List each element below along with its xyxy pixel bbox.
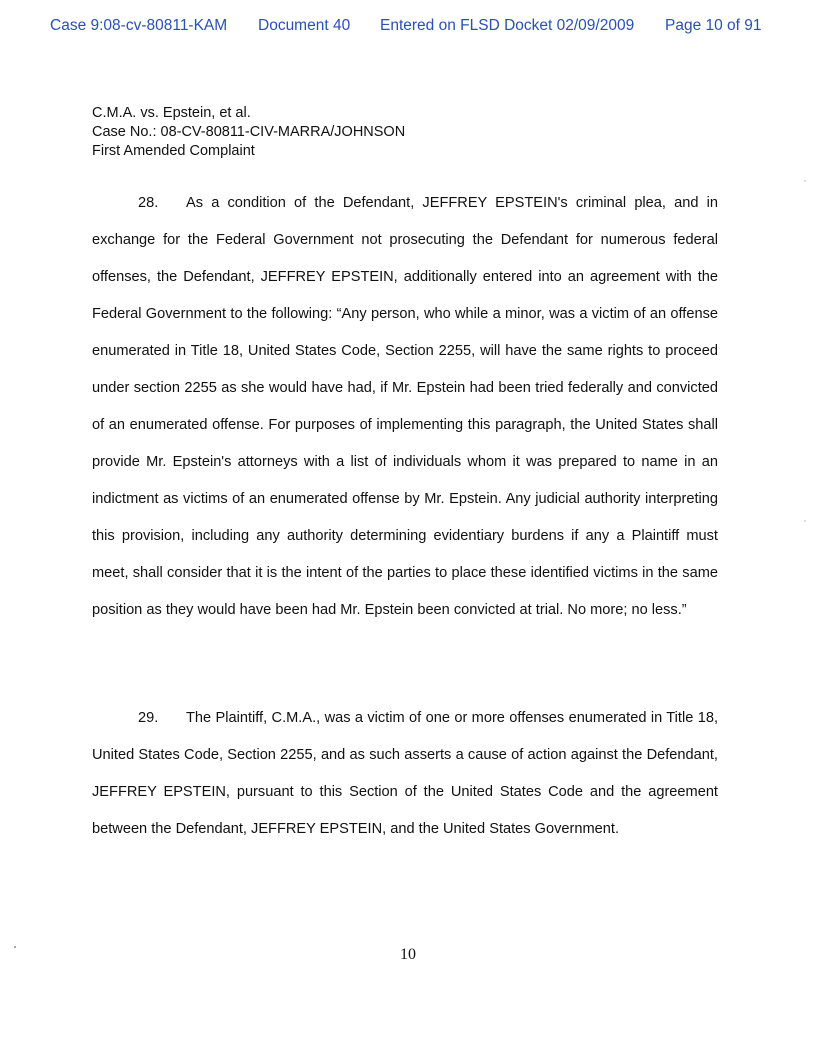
paragraph-text: As a condition of the Defendant, JEFFREY EPSTEIN's criminal plea, and in exchange for the Federal Government not prosecuting the Defendant for numerous federal offenses, the Defendant, JEFFREY EPSTEIN, additionally entered into an agreement with the Federal Government to the following: “Any person, who while a minor, was a victim of an offense enumerated in Title 18, United States Code, Section 2255, will have the same rights to proceed under section 2255 as she would have had, if Mr. Epstein had been tried federally and convicted of an enumerated offense. For purposes of implementing this paragraph, the United States shall provide Mr. Epstein's attorneys with a list of individuals whom it was prepared to name in an indictment as victims of an enumerated offense by Mr. Epstein. Any judicial authority interpreting this provision, including any authority determining evidentiary burdens if any a Plaintiff must meet, shall consider that it is the intent of the parties to place these identified victims in the same position as they would have been had Mr. Epstein been convicted at trial. No more; no less.” xyxy=(92,195,718,618)
header-case-number: Case 9:08-cv-80811-KAM xyxy=(50,17,228,34)
scan-artifact xyxy=(804,180,806,182)
caption-document-title: First Amended Complaint xyxy=(92,143,255,159)
paragraph-body xyxy=(92,700,718,848)
paragraph-number: 28. xyxy=(138,195,159,211)
header-entered-date: Entered on FLSD Docket 02/09/2009 xyxy=(380,17,635,34)
scan-artifact xyxy=(804,520,806,522)
paragraph-29 xyxy=(92,700,718,848)
caption-parties: C.M.A. vs. Epstein, et al. xyxy=(92,105,251,121)
paragraph-28 xyxy=(92,185,718,629)
scan-artifact xyxy=(14,946,16,948)
paragraph-body xyxy=(92,185,718,629)
header-document-number: Document 40 xyxy=(258,17,351,34)
paragraph-number: 29. xyxy=(138,710,159,726)
paragraph-text: The Plaintiff, C.M.A., was a victim of one or more offenses enumerated in Title 18, United States Code, Section 2255, and as such asserts a cause of action against the Defendant, JEFFREY EPSTEIN, pursuant to this Section of the United States Code and the agreement between the Defendant, JEFFREY EPSTEIN, and the United States Government. xyxy=(92,710,718,837)
ecf-header xyxy=(0,14,816,36)
header-page-count: Page 10 of 91 xyxy=(665,17,762,34)
page-number: 10 xyxy=(400,946,416,963)
case-caption xyxy=(92,104,405,161)
caption-case-number: Case No.: 08-CV-80811-CIV-MARRA/JOHNSON xyxy=(92,124,406,140)
